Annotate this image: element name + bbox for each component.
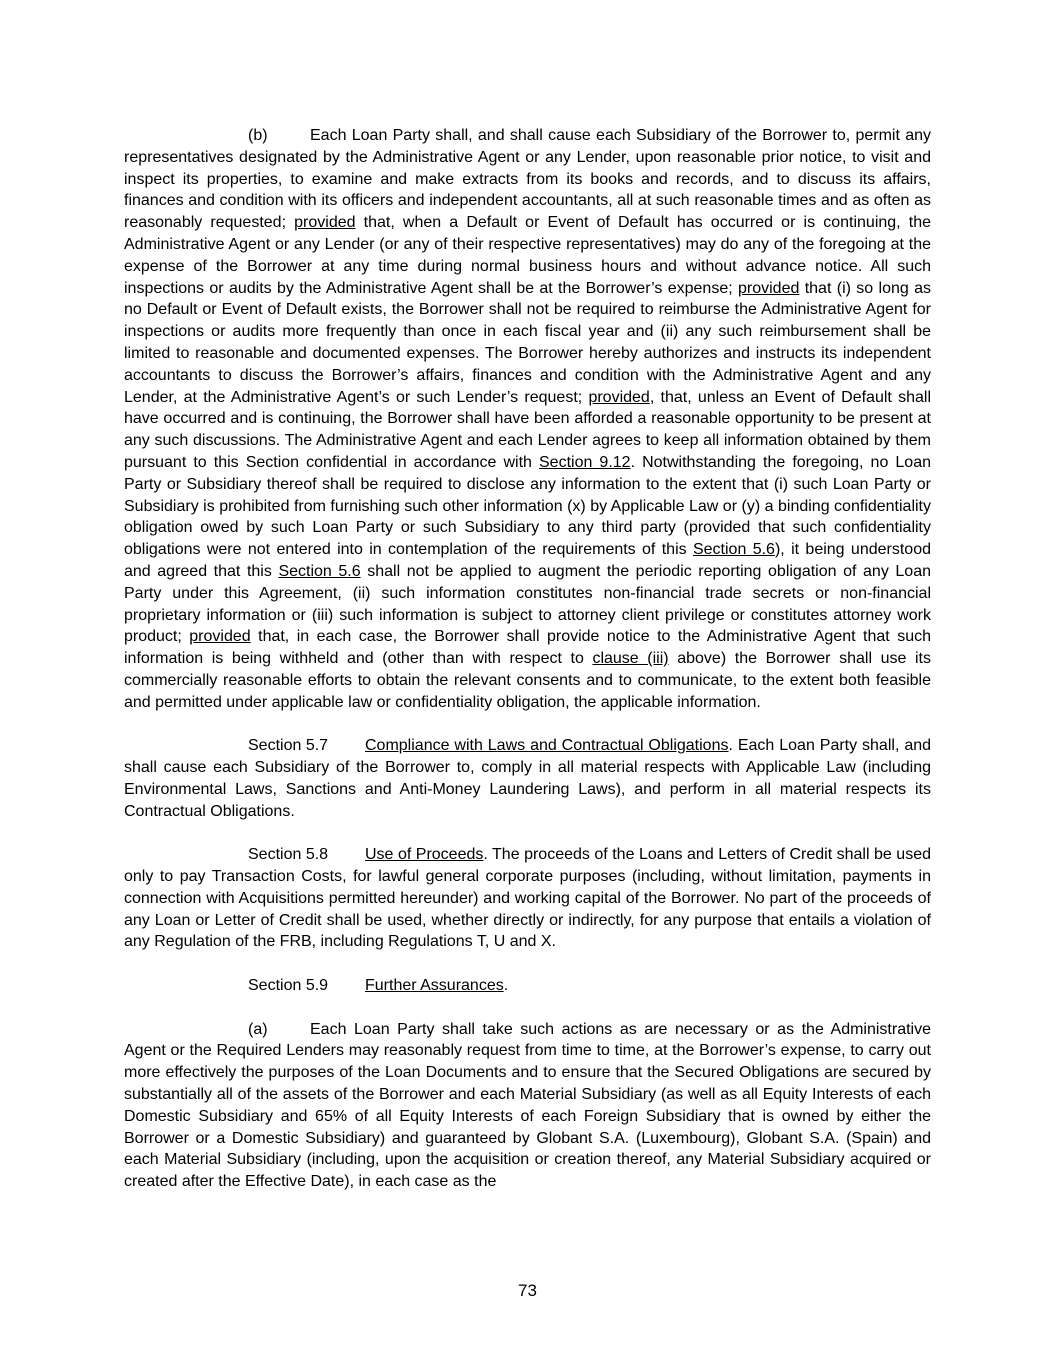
provided-term: provided xyxy=(189,628,251,646)
provided-term: provided xyxy=(588,388,650,406)
paragraph-b-label: (b) xyxy=(248,127,268,144)
section-body: . Each Loan Party shall, and shall cause each Subsidiary of the Borrower to, comply in all material respects with Applicable Law (including Environmental Laws, Sanctions and Anti-Money Laundering Laws), and perform in all material respects its Contractual Obligations. xyxy=(124,737,932,820)
document-page xyxy=(124,125,931,1193)
section-5-9 xyxy=(124,975,931,997)
section-reference: Section 5.6 xyxy=(278,562,361,580)
section-reference: Section 9.12 xyxy=(539,453,631,471)
section-5-8 xyxy=(124,844,931,953)
paragraph-a xyxy=(124,1019,931,1193)
section-title: Compliance with Laws and Contractual Obligations xyxy=(365,737,729,755)
section-number: Section 5.7 xyxy=(248,737,329,755)
clause-reference: clause (iii) xyxy=(592,650,669,668)
section-title: Use of Proceeds xyxy=(365,846,484,864)
paragraph-b: (b) Each Loan Party shall, and shall cause each Subsidiary of the Borrower to, permit any representatives designated by the Administrative Agent or any Lender, upon reasonable prior notice, to visit and inspect its properties, to examine and make extracts from its books and records, and to discuss its affairs, finances and condition with its officers and independent accountants, all at such reasonable times and as often as reasonably requested; provided that, when a Default or Event of Default has occurred or is continuing, the Administrative Agent or any Lender (or any of their respective representatives) may do any of the foregoing at the expense of the Borrower at any time during normal business hours and without advance notice. All such inspections or audits by the Administrative Agent shall be at the Borrower’s expense; provided that (i) so long as no Default or Event of Default exists, the Borrower shall not be required to reimburse the Administrative Agent for inspections or audits more frequently than once in each fiscal year and (ii) any such reimbursement shall be limited to reasonable and documented expenses. The Borrower hereby authorizes and instructs its independent accountants to discuss the Borrower’s affairs, finances and condition with the Administrative Agent and any Lender, at the Administrative Agent’s or such Lender’s request; provided, that, unless an Event of Default shall have occurred and is continuing, the Borrower shall have been afforded a reasonable opportunity to be present at any such discussions. The Administrative Agent and each Lender agrees to keep all information obtained by them pursuant to this Section confidential in accordance with Section 9.12. Notwithstanding the foregoing, no Loan Party or Subsidiary thereof shall be required to disclose any information to the extent that (i) such Loan Party or Subsidiary is prohibited from furnishing such other information (x) by Applicable Law or (y) a binding confidentiality obligation owed by such Loan Party or such Subsidiary to any third party (provided that such confidentiality obligations were not entered into in contemplation of the requirements of this Section 5.6), it being understood and agreed that this Section 5.6 shall not be applied to augment the periodic reporting obligation of any Loan Party under this Agreement, (ii) such information constitutes non-financial trade secrets or non-financial proprietary information or (iii) such information is subject to attorney client privilege or constitutes attorney work product; provided that, in each case, the Borrower shall provide notice to the Administrative Agent that such information is being withheld and (other than with respect to clause (iii) above) the Borrower shall use its commercially reasonable efforts to obtain the relevant consents and to communicate, to the extent both feasible and permitted under applicable law or confidentiality obligation, the applicable information. xyxy=(124,127,932,711)
page-number: 73 xyxy=(518,1281,537,1300)
section-5-7 xyxy=(124,735,931,822)
section-body: . The proceeds of the Loans and Letters of Credit shall be used only to pay Transaction Costs, for lawful general corporate purposes (including, without limitation, payments in connection with Acquisitions permitted hereunder) and working capital of the Borrower. No part of the proceeds of any Loan or Letter of Credit shall be used, whether directly or indirectly, for any purpose that entails a violation of any Regulation of the FRB, including Regulations T, U and X. xyxy=(124,846,931,951)
provided-term: provided xyxy=(738,279,800,297)
provided-term: provided xyxy=(294,214,356,232)
section-number: Section 5.8 xyxy=(248,846,329,864)
section-number: Section 5.9 xyxy=(248,977,329,995)
section-reference: Section 5.6 xyxy=(692,541,775,559)
section-body: . xyxy=(503,977,509,995)
paragraph-a-label: (a) xyxy=(248,1020,268,1038)
section-title: Further Assurances xyxy=(365,977,504,995)
paragraph-a-body: Each Loan Party shall take such actions as are necessary or as the Administrative Agent or the Required Lenders may reasonably request from time to time, at the Borrower’s expense, to carry out more effectively the purposes of the Loan Documents and to ensure that the Secured Obligations are secured by substantially all of the assets of the Borrower and each Material Subsidiary (as well as all Equity Interests of each Domestic Subsidiary and 65% of all Equity Interests of each Foreign Subsidiary that is owned by either the Borrower or a Domestic Subsidiary) and guaranteed by Globant S.A. (Luxembourg), Globant S.A. (Spain) and each Material Subsidiary (including, upon the acquisition or creation thereof, any Material Subsidiary acquired or created after the Effective Date), in each case as the xyxy=(124,1020,931,1191)
